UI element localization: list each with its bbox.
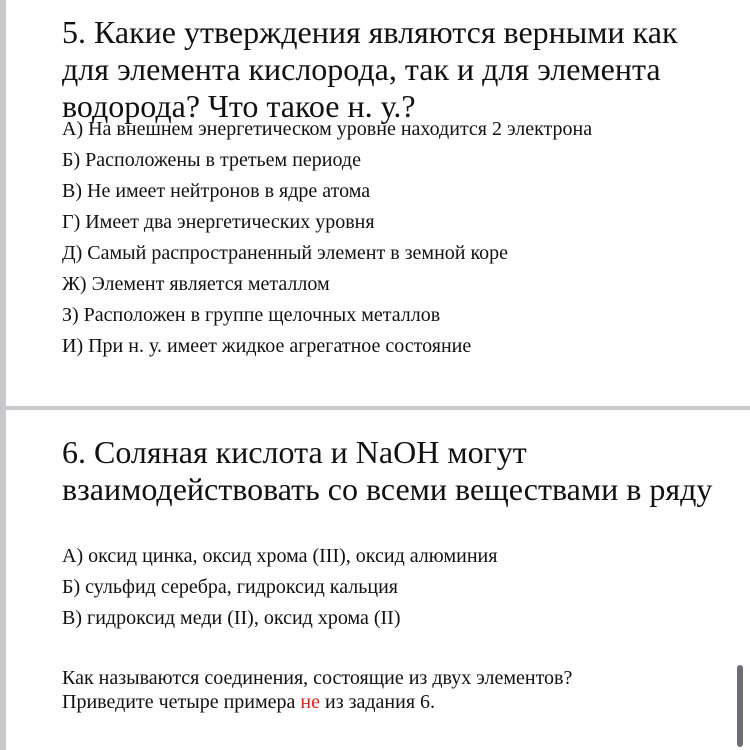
question-5-option: Б) Расположены в третьем периоде xyxy=(62,149,361,171)
extra-question-line-1: Как называются соединения, состоящие из двух элементов? xyxy=(62,667,573,689)
question-5-option: Г) Имеет два энергетических уровня xyxy=(62,211,375,233)
question-5-option: В) Не имеет нейтронов в ядре атома xyxy=(62,180,371,202)
question-6-option: Б) сульфид серебра, гидроксид кальция xyxy=(62,576,398,598)
question-5-title: 5. Какие утверждения являются верными как для элемента кислорода, так и для элемента водорода? Что такое н. у.? xyxy=(62,14,678,124)
page-divider xyxy=(0,406,750,410)
question-5-options xyxy=(62,114,732,362)
question-6-title: 6. Соляная кислота и NaOH могут взаимодействовать со всеми веществами в ряду xyxy=(62,434,713,507)
extra-line-2-end: из задания 6. xyxy=(319,691,436,713)
question-6-options xyxy=(62,541,732,634)
question-5-block xyxy=(62,14,732,364)
question-6-option: В) гидроксид меди (II), оксид хрома (II) xyxy=(62,607,401,629)
extra-line-2-start: Приведите четыре примера xyxy=(62,691,301,713)
question-5-option: Д) Самый распространенный элемент в земной коре xyxy=(62,242,509,264)
highlighted-not-word: не xyxy=(300,691,320,713)
extra-question xyxy=(62,666,732,714)
left-page-border xyxy=(0,0,6,750)
question-6-option: А) оксид цинка, оксид хрома (III), оксид алюминия xyxy=(62,545,498,567)
question-5-option: А) На внешнем энергетическом уровне находится 2 электрона xyxy=(62,118,593,140)
question-5-option: Ж) Элемент является металлом xyxy=(62,273,330,295)
question-6-block xyxy=(62,434,732,631)
extra-question-line-2 xyxy=(62,690,732,714)
question-5-option: И) При н. у. имеет жидкое агрегатное состояние xyxy=(62,335,472,357)
vertical-scrollbar[interactable] xyxy=(737,665,743,747)
question-5-option: З) Расположен в группе щелочных металлов xyxy=(62,304,441,326)
